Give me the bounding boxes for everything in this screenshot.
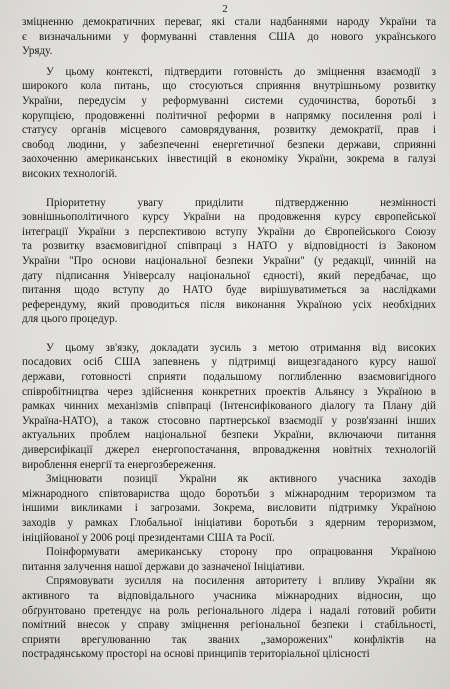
text-line: Пріоритетну увагу приділити підтвердженню незмінності xyxy=(46,196,436,209)
text-line: заходів у рамках Глобальної ініціативи боротьби з ядерним тероризмом, xyxy=(22,517,436,529)
paragraph xyxy=(22,15,436,59)
text-line: рамках чинних механізмів співпраці (Інтенсифікованого діалогу та Плану дій xyxy=(22,400,436,413)
paragraph-gap xyxy=(22,182,436,196)
paragraph xyxy=(22,65,436,182)
text-line: співробітництва через здійснення конкретних проектів Альянсу з Україною в xyxy=(22,385,436,398)
text-line: обґрунтовано претендує на роль регіонального лідера і надалі готовий робити xyxy=(22,604,436,617)
text-line: держави, готовності сприяти подальшому поглибленню взаємовигідного xyxy=(22,371,436,384)
text-line: України "Про основи національної безпеки України" (у редакції, чинній на xyxy=(22,254,436,267)
paragraph xyxy=(22,545,436,574)
text-line: зовнішньополітичного курсу України на продовження курсу європейської xyxy=(22,211,436,224)
text-line: високих технологій. xyxy=(22,167,118,180)
text-line: посадових осіб США запевнень у підтримці вищезгаданого курсу нашої xyxy=(22,356,436,369)
text-line: для цього процедур. xyxy=(22,313,118,326)
text-line: України, передусім у реформуванні системи судочинства, боротьбі з xyxy=(22,94,436,107)
document-body xyxy=(22,15,436,662)
text-line: та розвитку взаємовигідної співпраці з НАТО у відповідності із Законом xyxy=(22,240,436,253)
text-line: сприяти врегулюванню так званих „заморожених" конфліктів на xyxy=(22,633,436,646)
text-line: Спрямовувати зусилля на посилення авторитету і впливу України як xyxy=(46,575,436,588)
paragraph xyxy=(22,196,436,327)
text-line: референдуму, який проводиться після виконання Україною усіх необхідних xyxy=(22,298,436,311)
text-line: широкого кола питань, що стосуються сприяння внутрішньому розвитку xyxy=(22,80,436,93)
paragraph-gap xyxy=(22,327,436,341)
text-line: статусу органів місцевого самоврядування, розвитку демократії, прав і xyxy=(22,124,436,137)
paragraph xyxy=(22,574,436,662)
text-line: актуальних проблем національної безпеки України, включаючи питання xyxy=(22,429,436,442)
text-line: корупцією, продовженні політичної реформи в напрямку посилення ролі і xyxy=(22,109,436,122)
text-line: Зміцнювати позиції України як активного учасника заходів xyxy=(46,473,436,486)
text-line: заохоченню американських інвестицій в економіку України, зокрема в галузі xyxy=(22,153,436,166)
text-line: інтеграції України з перспективою вступу України до Європейського Союзу xyxy=(22,225,436,238)
text-line: активного та відповідального учасника міжнародних відносин, що xyxy=(22,589,436,602)
text-line: Поінформувати американську сторону про опрацювання Україною xyxy=(46,546,436,559)
text-line: міжнародного співтовариства щодо боротьби з міжнародним тероризмом та xyxy=(22,487,436,500)
text-line: питання щодо вступу до НАТО буде вирішуватиметься за наслідками xyxy=(22,284,436,297)
text-line: пострадянському просторі на основі принципів територіальної цілісності xyxy=(22,648,370,661)
text-line: питання залучення нашої держави до зазначеної Ініціативи. xyxy=(22,560,305,573)
text-line: У цьому контексті, підтвердити готовність до зміцнення взаємодії з xyxy=(46,65,436,78)
paragraph xyxy=(22,472,436,545)
text-line: іншими викликами і загрозами. Зокрема, висловити підтримку Україною xyxy=(22,502,436,515)
text-line: диверсифікації джерел енергопостачання, впровадження новітніх технологій xyxy=(22,444,436,457)
text-line: свобод людини, у забезпеченні енергетичної безпеки держави, сприянні xyxy=(22,138,436,151)
text-line: дату підписання Універсалу національної єдності), який передбачає, що xyxy=(22,269,436,282)
text-line: помітний внесок у справу зміцнення регіональної безпеки і стабільності, xyxy=(22,619,436,632)
text-line: ініційованої у 2006 році президентами США та Росії. xyxy=(22,531,275,544)
text-line: є визначальними у формуванні ставлення США до нового українського xyxy=(22,30,436,43)
text-line: вироблення енергії та енергозбереження. xyxy=(22,458,216,471)
text-line: Уряду. xyxy=(22,45,53,58)
page-number: 2 xyxy=(222,3,228,15)
paragraph xyxy=(22,341,436,472)
text-line: зміцненню демократичних переваг, які стали надбаннями народу України та xyxy=(22,16,436,28)
text-line: Україна-НАТО), а також стосовно партнерської взаємодії у розв'язанні інших xyxy=(22,414,436,427)
text-line: У цьому зв'язку, докладати зусиль з метою отримання від високих xyxy=(46,341,436,354)
